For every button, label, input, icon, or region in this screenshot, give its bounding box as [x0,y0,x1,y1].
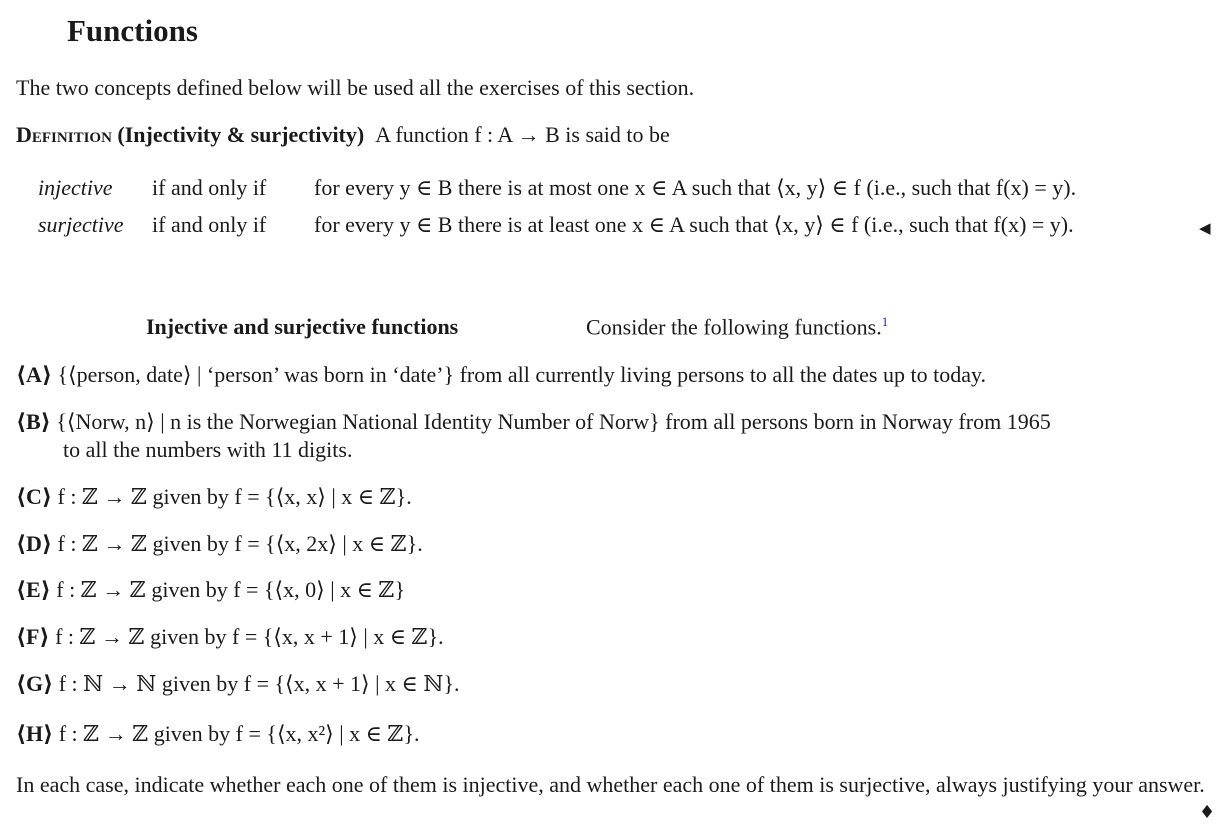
definition-condition-injective: for every y ∈ B there is at most one x ∈ A such that ⟨x, y⟩ ∈ f (i.e., such that f(x) = y). [314,175,1077,200]
definition-header [16,122,670,148]
exercise-prompt-text: Consider the following functions. [586,314,882,340]
item-label: ⟨F⟩ [16,624,50,649]
item-label: ⟨A⟩ [16,362,52,387]
item-text: f : ℤ → ℤ given by f = {⟨x, x⟩ | x ∈ ℤ}. [57,484,412,509]
intro-paragraph: The two concepts defined below will be used all the exercises of this section. [16,75,695,100]
list-item [16,531,423,557]
definition-end-marker: ◀ [1199,219,1211,237]
definition-term-injective: injective [38,175,113,200]
item-text: {⟨Norw, n⟩ | n is the Norwegian National Identity Number of Norw} from all persons born in Norway from 1965 [56,409,1051,434]
exercise-title: Injective and surjective functions [146,314,459,339]
item-label: ⟨C⟩ [16,484,52,509]
item-label: ⟨H⟩ [16,721,54,746]
definition-iff: if and only if [152,212,267,237]
item-label: ⟨D⟩ [16,531,52,556]
item-text: f : ℕ → ℕ given by f = {⟨x, x + 1⟩ | x ∈ ℕ}. [58,671,460,696]
definition-term-surjective: surjective [38,212,124,237]
item-text: f : ℤ → ℤ given by f = {⟨x, 0⟩ | x ∈ ℤ} [56,577,405,602]
definition-iff: if and only if [152,175,267,200]
footnote-marker[interactable]: 1 [881,314,889,329]
list-item [16,721,420,747]
page-title: Functions [67,13,198,48]
list-item [16,362,986,388]
list-item [16,409,1051,435]
list-item [16,671,460,697]
item-text: f : ℤ → ℤ given by f = {⟨x, 2x⟩ | x ∈ ℤ}. [57,531,423,556]
item-label: ⟨B⟩ [16,409,51,434]
list-item [16,484,412,510]
definition-condition-surjective: for every y ∈ B there is at least one x ∈ A such that ⟨x, y⟩ ∈ f (i.e., such that f(x) = y). [314,212,1074,237]
exercise-prompt [586,314,888,340]
closing-paragraph: In each case, indicate whether each one of them is injective, and whether each one of them is surjective, always justifying your answer. [16,772,1205,797]
exercise-end-marker: ♦ [1199,802,1216,823]
item-text: f : ℤ → ℤ given by f = {⟨x, x²⟩ | x ∈ ℤ}. [58,721,420,746]
exercise-heading [146,314,458,340]
definition-text: A function f : A → B is said to be [375,122,670,147]
item-continuation: to all the numbers with 11 digits. [63,437,353,462]
definition-name: (Injectivity & surjectivity) [117,122,365,147]
item-text: f : ℤ → ℤ given by f = {⟨x, x + 1⟩ | x ∈ ℤ}. [55,624,444,649]
list-item [16,577,405,603]
item-label: ⟨E⟩ [16,577,51,602]
list-item [16,624,444,650]
definition-label: Definition [16,122,112,147]
item-label: ⟨G⟩ [16,671,54,696]
item-text: {⟨person, date⟩ | ‘person’ was born in ‘date’} from all currently living persons to all the dates up to today. [57,362,987,387]
